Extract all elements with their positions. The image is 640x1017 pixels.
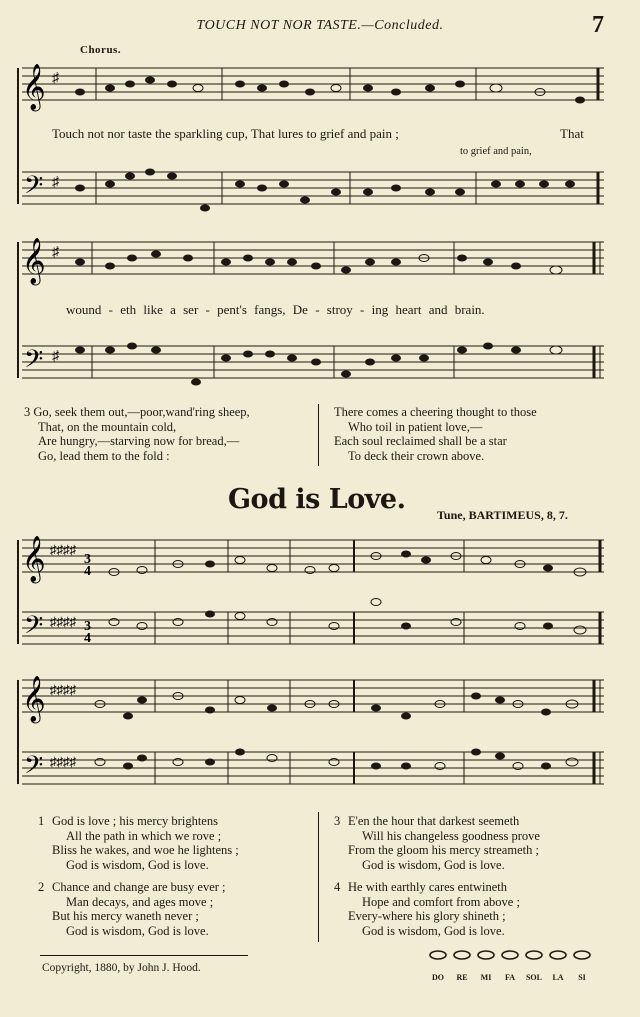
verse-line: Bliss he wakes, and woe he lightens ; bbox=[52, 843, 239, 857]
verse-line: Are hungry,—starving now for bread,— bbox=[38, 434, 240, 448]
verse-4 bbox=[334, 880, 520, 938]
divider bbox=[318, 404, 319, 466]
verse-line: But his mercy waneth never ; bbox=[52, 909, 199, 923]
verse-line: God is wisdom, God is love. bbox=[362, 923, 505, 938]
verse-line: He with earthly cares entwineth bbox=[348, 880, 507, 894]
verse-number: 4 bbox=[334, 880, 341, 894]
chorus-label: Chorus. bbox=[80, 44, 122, 56]
verse-line: God is wisdom, God is love. bbox=[66, 857, 209, 872]
sharp-icon: ♯♯♯♯ bbox=[50, 682, 76, 697]
lyric-line-1: Touch not nor taste the sparkling cup, That lures to grief and pain ; bbox=[52, 126, 399, 141]
solfa-syllable: LA bbox=[552, 973, 564, 982]
verse-line: Will his changeless goodness prove bbox=[362, 828, 540, 843]
page-number: 7 bbox=[592, 12, 604, 38]
bass-clef-icon: 𝄢 bbox=[24, 611, 44, 646]
sharp-icon: ♯♯♯♯ bbox=[50, 542, 76, 557]
sharp-icon: ♯ bbox=[52, 175, 59, 190]
solfa-syllable: DO bbox=[432, 973, 444, 982]
verse-line: Chance and change are busy ever ; bbox=[52, 880, 226, 894]
verse-line: 3 Go, seek them out,—poor,wand'ring sheep, bbox=[24, 405, 250, 419]
sharp-icon: ♯ bbox=[52, 245, 59, 260]
verse-line: To deck their crown above. bbox=[348, 448, 485, 463]
running-header: TOUCH NOT NOR TASTE.—Concluded. bbox=[196, 18, 444, 33]
verse-3-right bbox=[334, 405, 537, 463]
bass-clef-icon: 𝄢 bbox=[24, 751, 44, 786]
verse-line: God is wisdom, God is love. bbox=[362, 857, 505, 872]
treble-clef-icon: 𝄞 bbox=[22, 238, 46, 284]
time-signature: 3 bbox=[84, 619, 91, 634]
bass-clef-icon: 𝄢 bbox=[24, 345, 44, 380]
sharp-icon: ♯ bbox=[52, 349, 59, 364]
music-system-3 bbox=[0, 530, 640, 670]
time-signature: 4 bbox=[84, 631, 91, 646]
verse-line: Go, lead them to the fold : bbox=[38, 448, 170, 463]
sharp-icon: ♯♯♯♯ bbox=[50, 754, 76, 769]
solfa-syllable: MI bbox=[480, 973, 492, 982]
treble-staff-lines bbox=[22, 68, 604, 100]
verse-number: 2 bbox=[38, 880, 45, 894]
sharp-icon: ♯ bbox=[52, 71, 59, 86]
treble-clef-icon: 𝄞 bbox=[22, 64, 46, 110]
verse-line: There comes a cheering thought to those bbox=[334, 405, 537, 419]
treble-clef-icon: 𝄞 bbox=[22, 536, 46, 582]
bass-staff-lines bbox=[22, 172, 604, 204]
divider bbox=[318, 812, 319, 942]
verse-number: 1 bbox=[38, 814, 45, 828]
verse-line: Every-where his glory shineth ; bbox=[348, 909, 506, 923]
verse-line: Hope and comfort from above ; bbox=[362, 894, 520, 909]
notes bbox=[75, 251, 562, 386]
verse-2 bbox=[38, 880, 226, 938]
verse-3 bbox=[334, 814, 540, 872]
verse-line: From the gloom his mercy streameth ; bbox=[348, 843, 539, 857]
verse-line: E'en the hour that darkest seemeth bbox=[348, 814, 520, 828]
solfa-syllable: FA bbox=[504, 973, 516, 982]
hymn-title: God is Love. bbox=[228, 484, 406, 515]
notes bbox=[109, 553, 586, 635]
treble-clef-icon: 𝄞 bbox=[22, 676, 46, 722]
verse-line: God is love ; his mercy brightens bbox=[52, 814, 218, 828]
verse-1 bbox=[38, 814, 239, 872]
solfa-shape-notes bbox=[426, 948, 596, 962]
solfa-syllable: RE bbox=[456, 973, 468, 982]
bass-clef-icon: 𝄢 bbox=[24, 171, 44, 206]
copyright-notice: Copyright, 1880, by John J. Hood. bbox=[42, 962, 201, 974]
verse-line: That, on the mountain cold, bbox=[38, 419, 177, 434]
time-signature: 3 bbox=[84, 552, 91, 567]
solfa-syllable: SOL bbox=[525, 973, 542, 982]
music-system-4 bbox=[0, 670, 640, 800]
lyric-line-1-end: That bbox=[560, 126, 584, 141]
verse-line: Who toil in patient love,— bbox=[348, 419, 483, 434]
divider bbox=[40, 955, 248, 956]
verse-3-left bbox=[24, 405, 250, 463]
sharp-icon: ♯♯♯♯ bbox=[50, 614, 76, 629]
solfa-legend bbox=[426, 948, 596, 985]
notes bbox=[75, 77, 585, 212]
time-signature: 4 bbox=[84, 564, 91, 579]
tune-name: Tune, BARTIMEUS, 8, 7. bbox=[437, 508, 568, 522]
verse-number: 3 bbox=[334, 814, 341, 828]
verse-line: God is wisdom, God is love. bbox=[66, 923, 209, 938]
solfa-syllable: SI bbox=[578, 973, 586, 982]
verse-line: Man decays, and ages move ; bbox=[66, 894, 214, 909]
lyric-line-2: wound - eth like a ser - pent's fangs, De - stroy - ing heart and brain. bbox=[66, 302, 485, 317]
verse-line: All the path in which we rove ; bbox=[66, 828, 222, 843]
small-lyric: to grief and pain, bbox=[460, 146, 532, 157]
verse-line: Each soul reclaimed shall be a star bbox=[334, 434, 507, 448]
